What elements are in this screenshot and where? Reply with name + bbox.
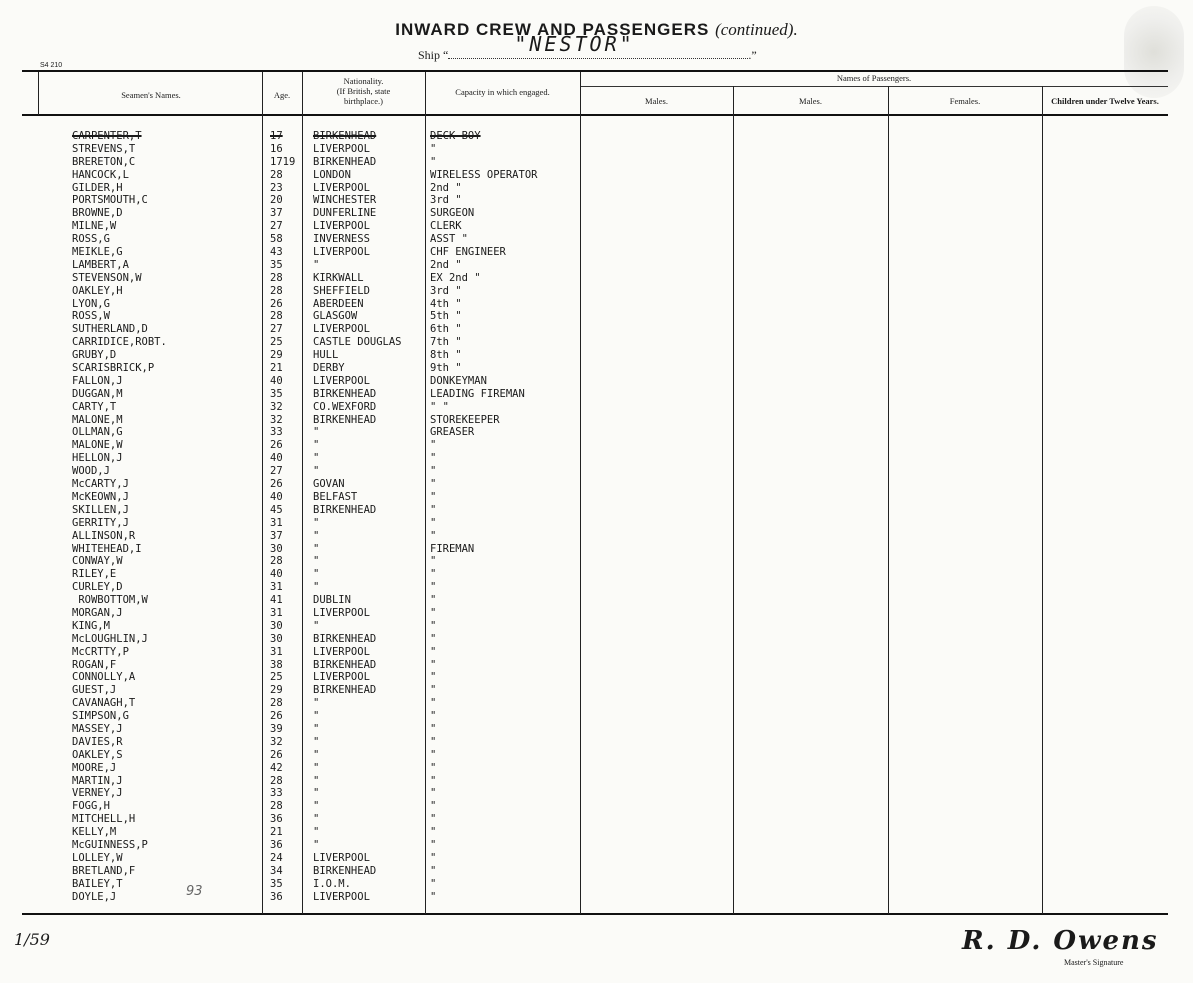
crew-nat-cell: CO.WEXFORD [313,400,377,413]
crew-cap-cell: " [430,800,437,813]
crew-name-cell: VERNEY,J [72,787,123,800]
crew-nat-cell: LIVERPOOL [313,220,370,233]
crew-age-cell: 36 [270,890,283,903]
crew-cap-cell: ASST " [430,233,468,246]
crew-cap-cell: " [430,529,437,542]
table-bottom-rule [22,913,1168,915]
crew-age-cell: 38 [270,658,283,671]
crew-name-cell: CARTY,T [72,400,117,413]
crew-cap-cell: " [430,155,437,168]
crew-age-cell: 32 [270,735,283,748]
crew-name-cell: MILNE,W [72,220,117,233]
crew-cap-cell: " [430,851,437,864]
crew-name-cell: CARRIDICE,ROBT. [72,336,167,349]
crew-nat-cell: DUBLIN [313,594,351,607]
crew-cap-cell: " [430,697,437,710]
crew-name-cell: GILDER,H [72,181,123,194]
crew-name-cell: STREVENS,T [72,142,136,155]
crew-nat-cell: " [313,439,320,452]
crew-age-cell: 26 [270,710,283,723]
col-divider [302,72,303,914]
crew-cap-cell: " [430,568,437,581]
crew-nat-cell: WINCHESTER [313,194,377,207]
crew-name-cell: DOYLE,J [72,890,117,903]
crew-name-cell: HANCOCK,L [72,168,129,181]
crew-cap-cell: " [430,774,437,787]
crew-name-cell: ROWBOTTOM,W [72,594,148,607]
crew-cap-cell: " [430,606,437,619]
crew-nat-cell: KIRKWALL [313,271,364,284]
crew-cap-cell: 5th " [430,310,462,323]
col-divider [425,72,426,914]
crew-nat-cell: BIRKENHEAD [313,684,377,697]
crew-cap-cell: " [430,645,437,658]
crew-cap-cell: 3rd " [430,284,462,297]
crew-name-cell: WOOD,J [72,465,110,478]
crew-name-cell: KING,M [72,619,110,632]
crew-nat-cell: " [313,697,320,710]
form-number: S4 210 [40,62,63,69]
crew-name-cell: RILEY,E [72,568,117,581]
crew-nat-cell: " [313,710,320,723]
crew-cap-cell: STOREKEEPER [430,413,500,426]
pencil-note: 93 [186,884,203,899]
crew-nat-cell: BIRKENHEAD [313,864,377,877]
crew-age-cell: 35 [270,258,283,271]
crew-name-cell: SIMPSON,G [72,710,129,723]
crew-name-cell: ROGAN,F [72,658,117,671]
crew-nat-cell: LIVERPOOL [313,890,370,903]
crew-ages-column [270,130,295,903]
crew-nat-cell: " [313,774,320,787]
signature-label: Master's Signature [1064,958,1124,967]
crew-cap-cell: " [430,452,437,465]
col-divider [1042,86,1043,914]
crew-name-cell: FALLON,J [72,374,123,387]
crew-nat-cell: BELFAST [313,490,358,503]
crew-age-cell: 27 [270,465,283,478]
crew-nat-cell: " [313,452,320,465]
crew-nat-cell: I.O.M. [313,877,351,890]
ship-line [418,32,757,63]
table-top-rule [22,70,1168,72]
crew-cap-cell: " [430,748,437,761]
crew-cap-cell: " [430,632,437,645]
crew-nat-cell: " [313,748,320,761]
crew-nat-cell: " [313,787,320,800]
ship-suffix: .” [748,48,757,62]
crew-nat-cell: " [313,826,320,839]
crew-nat-cell: BIRKENHEAD [313,387,377,400]
crew-name-cell: MITCHELL,H [72,813,136,826]
crew-cap-cell: LEADING FIREMAN [430,387,525,400]
crew-name-cell: MALONE,M [72,413,123,426]
crew-age-cell: 31 [270,645,283,658]
crew-nat-cell: SHEFFIELD [313,284,370,297]
crew-nat-cell: LIVERPOOL [313,606,370,619]
crew-age-cell: 40 [270,374,283,387]
crew-name-cell: DUGGAN,M [72,387,123,400]
ship-name: "NESTOR" [514,32,635,56]
crew-name-cell: LOLLEY,W [72,851,123,864]
header-nationality: Nationality. (If British, state birthplace.) [336,76,391,106]
crew-name-cell: MEIKLE,G [72,246,123,259]
crew-cap-cell: " [430,813,437,826]
crew-age-cell: 21 [270,826,283,839]
crew-nat-cell: " [313,529,320,542]
crew-name-cell: CARPENTER,T [72,130,142,142]
crew-nat-cell: LONDON [313,168,351,181]
crew-age-cell: 32 [270,400,283,413]
crew-cap-cell: CLERK [430,220,462,233]
crew-age-cell: 25 [270,336,283,349]
crew-age-cell: 37 [270,529,283,542]
crew-cap-cell: 2nd " [430,181,462,194]
crew-age-cell: 33 [270,426,283,439]
crew-age-cell: 33 [270,787,283,800]
crew-name-cell: BRERETON,C [72,155,136,168]
crew-age-cell: 28 [270,271,283,284]
crew-name-cell: BROWNE,D [72,207,123,220]
crew-age-cell: 17 [270,130,283,142]
crew-age-cell: 28 [270,697,283,710]
crew-cap-cell: 6th " [430,323,462,336]
crew-age-cell: 28 [270,168,283,181]
crew-cap-cell: 8th " [430,349,462,362]
crew-nat-cell: " [313,761,320,774]
crew-age-cell: 1719 [270,155,296,168]
crew-cap-cell: " [430,710,437,723]
crew-nat-cell: BIRKENHEAD [313,658,377,671]
crew-nat-cell: LIVERPOOL [313,142,370,155]
header-bottom-rule [22,114,1168,116]
crew-name-cell: OAKLEY,S [72,748,123,761]
header-males-1: Males. [645,96,668,106]
crew-name-cell: SKILLEN,J [72,503,129,516]
crew-name-cell: CONWAY,W [72,555,123,568]
crew-age-cell: 29 [270,684,283,697]
crew-age-cell: 31 [270,606,283,619]
crew-name-cell: BRETLAND,F [72,864,136,877]
crew-age-cell: 45 [270,503,283,516]
crew-age-cell: 43 [270,246,283,259]
crew-nat-cell: " [313,813,320,826]
crew-name-cell: OAKLEY,H [72,284,123,297]
crew-age-cell: 37 [270,207,283,220]
crew-nat-cell: BIRKENHEAD [313,155,377,168]
crew-nat-cell: DERBY [313,362,345,375]
crew-nat-cell: " [313,722,320,735]
col-divider [262,72,263,914]
col-divider [580,72,581,914]
crew-nat-cell: LIVERPOOL [313,851,370,864]
crew-name-cell: LYON,G [72,297,110,310]
crew-cap-cell: 9th " [430,362,462,375]
crew-name-cell: McKEOWN,J [72,490,129,503]
crew-name-cell: SCARISBRICK,P [72,362,155,375]
crew-age-cell: 24 [270,851,283,864]
crew-cap-cell: " [430,735,437,748]
crew-age-cell: 32 [270,413,283,426]
master-signature: R. D. Owens [962,926,1159,956]
crew-cap-cell: FIREMAN [430,542,475,555]
crew-name-cell: McLOUGHLIN,J [72,632,148,645]
crew-age-cell: 28 [270,555,283,568]
crew-name-cell: MASSEY,J [72,722,123,735]
crew-cap-cell: WIRELESS OPERATOR [430,168,538,181]
margin-note: 1/59 [14,930,50,949]
crew-cap-cell: " [430,439,437,452]
crew-age-cell: 40 [270,568,283,581]
header-age: Age. [273,90,291,100]
crew-name-cell: BAILEY,T [72,877,123,890]
header-passengers: Names of Passengers. [836,73,912,83]
crew-cap-cell: 7th " [430,336,462,349]
crew-name-cell: LAMBERT,A [72,258,129,271]
header-males-2: Males. [799,96,822,106]
crew-age-cell: 36 [270,838,283,851]
crew-cap-cell: " [430,838,437,851]
crew-cap-cell: EX 2nd " [430,271,481,284]
crew-cap-cell: " [430,658,437,671]
crew-cap-cell: GREASER [430,426,475,439]
crew-name-cell: McCRTTY,P [72,645,129,658]
crew-name-cell: CURLEY,D [72,581,123,594]
crew-nat-cell: " [313,555,320,568]
crew-name-cell: DAVIES,R [72,735,123,748]
crew-cap-cell: " [430,787,437,800]
crew-age-cell: 21 [270,362,283,375]
crew-name-cell: ALLINSON,R [72,529,136,542]
crew-nat-cell: " [313,542,320,555]
crew-cap-cell: " [430,826,437,839]
crew-name-cell: ROSS,W [72,310,110,323]
crew-nat-cell: " [313,581,320,594]
col-divider [38,72,39,115]
crew-age-cell: 30 [270,632,283,645]
crew-age-cell: 58 [270,233,283,246]
crew-name-cell: GUEST,J [72,684,117,697]
crew-cap-cell: SURGEON [430,207,475,220]
crew-nat-cell: " [313,800,320,813]
crew-age-cell: 35 [270,387,283,400]
crew-cap-cell: " [430,478,437,491]
crew-cap-cell: " [430,877,437,890]
crew-age-cell: 40 [270,452,283,465]
crew-name-cell: GRUBY,D [72,349,117,362]
crew-cap-cell: " [430,555,437,568]
crew-age-cell: 42 [270,761,283,774]
crew-nat-cell: " [313,735,320,748]
crew-cap-cell: 4th " [430,297,462,310]
crew-age-cell: 26 [270,478,283,491]
crew-names-column [72,130,167,903]
crew-cap-cell: " " [430,400,449,413]
crew-age-cell: 28 [270,310,283,323]
crew-name-cell: SUTHERLAND,D [72,323,148,336]
crew-age-cell: 26 [270,297,283,310]
crew-age-cell: 25 [270,671,283,684]
crew-nat-cell: " [313,516,320,529]
crew-name-cell: McGUINNESS,P [72,838,148,851]
crew-cap-cell: 2nd " [430,258,462,271]
crew-cap-cell: DECK BOY [430,130,481,142]
crew-nat-cell: LIVERPOOL [313,645,370,658]
crew-name-cell: PORTSMOUTH,C [72,194,148,207]
crew-nat-cell: " [313,426,320,439]
col-divider [888,86,889,914]
crew-nat-cell: " [313,568,320,581]
crew-age-cell: 23 [270,181,283,194]
crew-cap-cell: CHF ENGINEER [430,246,506,259]
crew-age-cell: 31 [270,516,283,529]
crew-cap-cell: " [430,619,437,632]
ship-prefix: Ship “ [418,48,449,62]
crew-age-cell: 34 [270,864,283,877]
crew-nat-cell: INVERNESS [313,233,370,246]
crew-age-cell: 30 [270,542,283,555]
crew-age-cell: 30 [270,619,283,632]
crew-nat-cell: BIRKENHEAD [313,413,377,426]
header-females: Females. [949,96,981,106]
crew-nat-cell: HULL [313,349,339,362]
crew-cap-cell: " [430,581,437,594]
crew-nat-cell: " [313,619,320,632]
crew-nat-cell: ABERDEEN [313,297,364,310]
crew-name-cell: MALONE,W [72,439,123,452]
crew-age-cell: 41 [270,594,283,607]
crew-cap-cell: " [430,503,437,516]
crew-nat-cell: GOVAN [313,478,345,491]
crew-nat-cell: LIVERPOOL [313,181,370,194]
crew-name-cell: MOORE,J [72,761,117,774]
crew-nat-cell: GLASGOW [313,310,358,323]
crew-cap-cell: " [430,516,437,529]
crew-cap-cell: " [430,684,437,697]
crew-name-cell: MORGAN,J [72,606,123,619]
crew-name-cell: MARTIN,J [72,774,123,787]
crew-nat-cell: " [313,838,320,851]
crew-cap-cell: " [430,864,437,877]
passenger-subheader-rule [580,86,1168,87]
crew-age-cell: 36 [270,813,283,826]
crew-cap-cell: " [430,761,437,774]
crew-nat-cell: LIVERPOOL [313,374,370,387]
crew-nat-cell: " [313,465,320,478]
crew-name-cell: ROSS,G [72,233,110,246]
crew-age-cell: 26 [270,439,283,452]
crew-cap-cell: " [430,671,437,684]
title-suffix: (continued). [715,20,798,39]
crew-name-cell: FOGG,H [72,800,110,813]
header-children: Children under Twelve Years. [1051,96,1159,106]
crew-name-cell: CONNOLLY,A [72,671,136,684]
crew-nat-cell: " [313,258,320,271]
crew-age-cell: 27 [270,323,283,336]
crew-nat-cell: LIVERPOOL [313,671,370,684]
crew-name-cell: McCARTY,J [72,478,129,491]
crew-name-cell: CAVANAGH,T [72,697,136,710]
crew-age-cell: 28 [270,284,283,297]
crew-age-cell: 35 [270,877,283,890]
header-capacity: Capacity in which engaged. [455,87,550,97]
crew-age-cell: 28 [270,800,283,813]
crew-name-cell: OLLMAN,G [72,426,123,439]
crew-cap-cell: " [430,142,437,155]
crew-nat-cell: BIRKENHEAD [313,130,377,142]
crew-cap-cell: 3rd " [430,194,462,207]
crew-nat-cell: LIVERPOOL [313,246,370,259]
crew-name-cell: KELLY,M [72,826,117,839]
crew-age-cell: 26 [270,748,283,761]
crew-nationality-column [313,130,402,903]
crew-age-cell: 29 [270,349,283,362]
crew-nat-cell: BIRKENHEAD [313,503,377,516]
title-text: INWARD CREW AND PASSENGERS [395,20,710,39]
header-names: Seamen's Names. [121,90,181,100]
crew-name-cell: GERRITY,J [72,516,129,529]
crew-age-cell: 27 [270,220,283,233]
crew-cap-cell: " [430,722,437,735]
crew-age-cell: 40 [270,490,283,503]
crew-cap-cell: " [430,594,437,607]
crew-age-cell: 28 [270,774,283,787]
crew-nat-cell: CASTLE DOUGLAS [313,336,402,349]
crew-cap-cell: " [430,465,437,478]
crew-nat-cell: LIVERPOOL [313,323,370,336]
crew-cap-cell: " [430,890,437,903]
crew-name-cell: WHITEHEAD,I [72,542,142,555]
crew-name-cell: STEVENSON,W [72,271,142,284]
crew-nat-cell: DUNFERLINE [313,207,377,220]
crew-cap-cell: " [430,490,437,503]
crew-nat-cell: BIRKENHEAD [313,632,377,645]
crew-cap-cell: DONKEYMAN [430,374,487,387]
col-divider [733,86,734,914]
crew-capacity-column [430,130,537,903]
ship-field [448,32,748,59]
crew-age-cell: 20 [270,194,283,207]
crew-age-cell: 16 [270,142,283,155]
crew-age-cell: 39 [270,722,283,735]
crew-name-cell: HELLON,J [72,452,123,465]
crew-age-cell: 31 [270,581,283,594]
